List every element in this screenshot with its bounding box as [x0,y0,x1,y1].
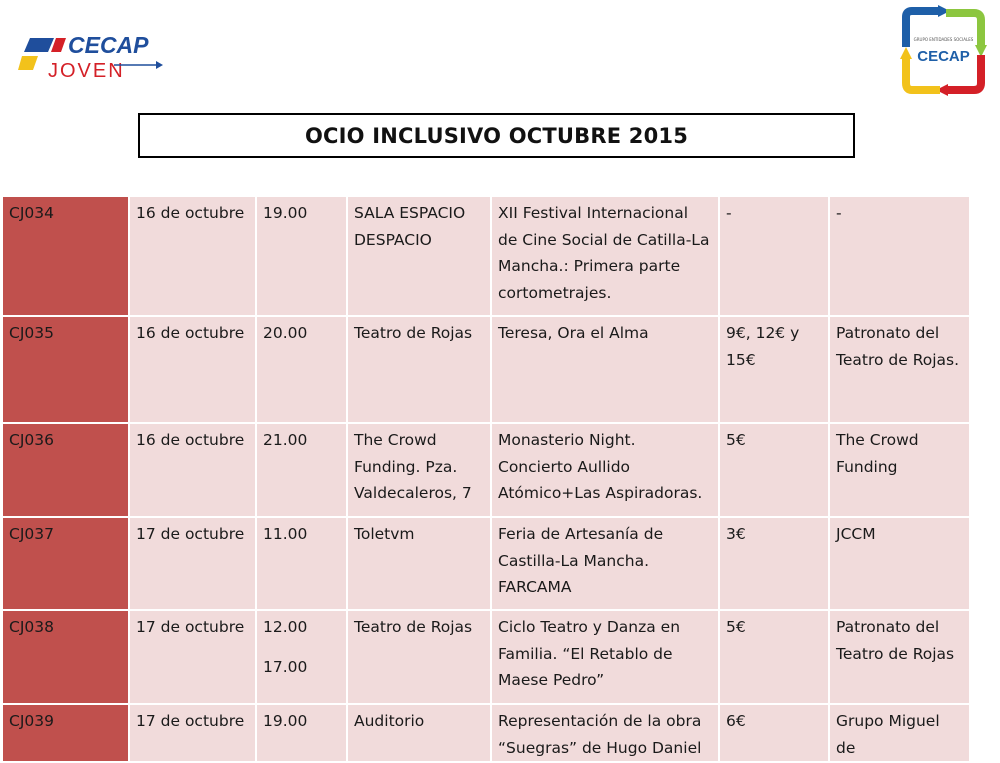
event-code: CJ036 [2,423,129,517]
event-date: 17 de octubre [129,610,256,704]
event-code: CJ037 [2,517,129,610]
event-code: CJ034 [2,196,129,316]
event-time [256,704,347,762]
event-time-value: 19.00 [263,204,308,222]
event-time-value: 11.00 [263,525,308,543]
events-table [1,195,971,763]
logo-arrow-head [156,61,163,69]
event-activity: Teresa, Ora el Alma [491,316,719,423]
event-time [256,517,347,610]
table-row [2,423,970,517]
event-price: 9€, 12€ y 15€ [719,316,829,423]
event-place: SALA ESPACIO DESPACIO [347,196,491,316]
logo-blue-shape [24,38,54,52]
event-date: 16 de octubre [129,423,256,517]
event-time [256,316,347,423]
event-date: 17 de octubre [129,517,256,610]
event-time [256,196,347,316]
event-place: Teatro de Rojas [347,316,491,423]
event-activity: Ciclo Teatro y Danza en Familia. “El Retablo de Maese Pedro” [491,610,719,704]
logo-small-text: GRUPO ENTIDADES SOCIALES [913,37,974,42]
logo-yellow-shape [18,56,38,70]
event-date: 16 de octubre [129,316,256,423]
event-price: - [719,196,829,316]
table-row [2,196,970,316]
table-row [2,316,970,423]
event-place: The Crowd Funding. Pza. Valdecaleros, 7 [347,423,491,517]
table-row [2,610,970,704]
event-organizer: JCCM [829,517,970,610]
event-activity: XII Festival Internacional de Cine Social de Catilla-La Mancha.: Primera parte cortometrajes. [491,196,719,316]
event-code: CJ038 [2,610,129,704]
event-price: 5€ [719,610,829,704]
event-time-value: 19.00 [263,712,308,730]
event-organizer: Patronato del Teatro de Rojas. [829,316,970,423]
event-date: 16 de octubre [129,196,256,316]
event-organizer: - [829,196,970,316]
logo-sub-text: JOVEN [48,60,125,82]
event-time-value: 20.00 [263,324,308,342]
event-organizer: Patronato del Teatro de Rojas [829,610,970,704]
event-date: 17 de octubre [129,704,256,762]
cecap-group-logo [896,5,991,97]
event-organizer: Grupo Miguel de [829,704,970,762]
event-time [256,610,347,704]
event-organizer: The Crowd Funding [829,423,970,517]
cecap-joven-logo [18,30,168,90]
event-time [256,423,347,517]
event-time-value: 12.00 [263,618,308,636]
event-activity: Representación de la obra “Suegras” de Hugo Daniel [491,704,719,762]
table-row [2,704,970,762]
table-row [2,517,970,610]
page-title-box [138,113,855,158]
event-price: 6€ [719,704,829,762]
logo-right-brand: CECAP [917,48,970,65]
event-price: 5€ [719,423,829,517]
event-activity: Feria de Artesanía de Castilla-La Mancha. FARCAMA [491,517,719,610]
event-code: CJ035 [2,316,129,423]
page-title: OCIO INCLUSIVO OCTUBRE 2015 [304,123,689,148]
logo-red-shape [51,38,66,52]
event-time-second: 17.00 [263,657,308,676]
logo-brand-text: CECAP [68,32,149,58]
event-place: Toletvm [347,517,491,610]
event-code: CJ039 [2,704,129,762]
event-place: Auditorio [347,704,491,762]
event-price: 3€ [719,517,829,610]
event-time-value: 21.00 [263,431,308,449]
event-activity: Monasterio Night. Concierto Aullido Atómico+Las Aspiradoras. [491,423,719,517]
event-place: Teatro de Rojas [347,610,491,704]
